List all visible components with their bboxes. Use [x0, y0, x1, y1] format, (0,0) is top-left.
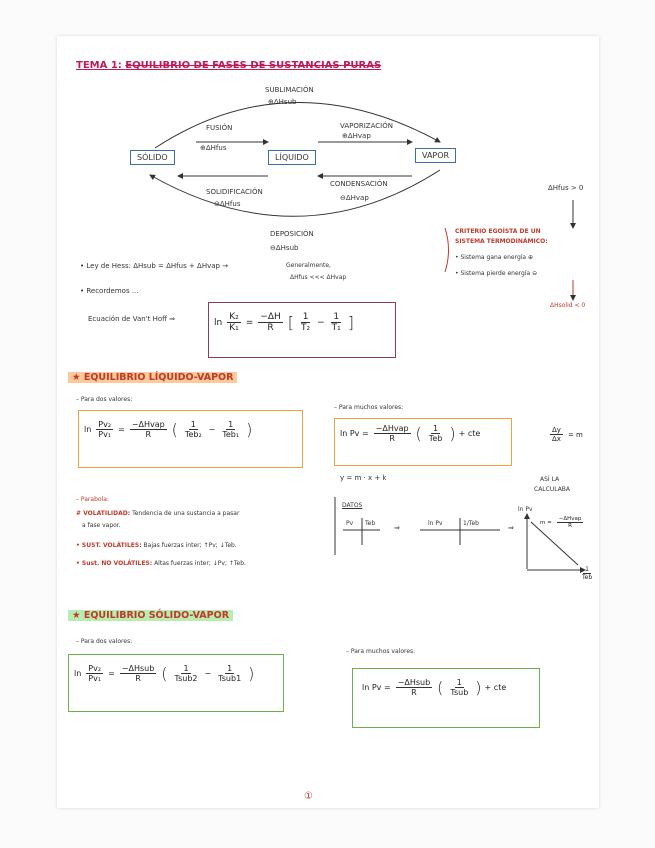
recordemos: • Recordemos ...: [80, 287, 139, 295]
state-box-vapor: VAPOR: [415, 148, 456, 163]
lv-two-values-box: [78, 410, 303, 468]
label-fusion-h: ⊕ΔHfus: [200, 144, 227, 152]
graph-y-label: ln Pv: [518, 506, 533, 513]
label-solidificacion-h: ⊖ΔHfus: [214, 200, 241, 208]
section-header-liquido-vapor: ★ EQUILIBRIO LÍQUIDO-VAPOR: [68, 372, 237, 383]
section-header-solido-vapor: ★ EQUILIBRIO SÓLIDO-VAPOR: [68, 610, 233, 621]
volatilidad-def: # VOLATILIDAD: Tendencia de una sustancia a pasar: [76, 510, 240, 517]
hess-note-1: Generalmente,: [286, 262, 331, 269]
arrow-2: ⇒: [508, 524, 514, 532]
vant-hoff-equation: ln $\frac{\text{K₂}}{\text{K₁}}$ = $\frac{-\Delta H}{R}$ [ $\frac{1}{\text{T₂}}$ − $\frac{1}{\text{T₁}}$ ]: [214, 312, 355, 333]
linear-form: y = m · x + k: [340, 474, 387, 482]
sv-two-values-equation: ln $\frac{\text{Pv₂}}{\text{Pv₁}}$ = $\frac{\text{−ΔHsub}}{R}$ ( $\frac{1}{\text{Tsub2}}$ − $\frac{1}{\text{Tsub1}}$ ): [74, 664, 255, 683]
label-deposicion: DEPOSICIÓN: [270, 230, 314, 238]
label-fusion: FUSIÓN: [206, 124, 233, 132]
lv-many-values-equation: ln Pv = $\frac{\text{−ΔHvap}}{R}$ ( $\frac{1}{\text{Teb}}$ ) + cte: [340, 424, 481, 443]
calculaba: CALCULABA: [534, 486, 571, 493]
label-sublimacion-h: ⊕ΔHsub: [268, 98, 297, 106]
criterio-line2: SISTEMA TERMODINÁMICO:: [455, 238, 548, 245]
lv-dos-valores: – Para dos valores:: [76, 396, 133, 403]
criterio-line1: CRITERIO EGOÍSTA DE UN: [455, 228, 541, 235]
criterio-gana: • Sistema gana energía ⊕: [455, 254, 534, 261]
criterio-pierde: • Sistema pierde energía ⊖: [455, 270, 538, 277]
label-condensacion: CONDENSACIÓN: [330, 180, 388, 188]
sv-many-values-box: [352, 668, 540, 728]
volatilidad-def-2: a fase vapor.: [82, 522, 121, 529]
datos-col-inv-teb: 1/Teb: [463, 520, 479, 527]
label-sublimacion: SUBLIMACIÓN: [265, 86, 314, 94]
label-condensacion-h: ⊖ΔHvap: [340, 194, 369, 202]
datos-col-pv: Pv: [346, 520, 354, 527]
sv-many-values-equation: ln Pv = $\frac{\text{−ΔHsub}}{R}$ ( $\frac{1}{\text{Tsub}}$ ) + cte: [362, 678, 507, 697]
lv-muchos-valores: – Para muchos valores:: [334, 404, 404, 411]
state-box-solido: SÓLIDO: [130, 150, 175, 165]
hess-law: • Ley de Hess: ΔHsub = ΔHfus + ΔHvap →: [80, 262, 229, 270]
slope-formula: $\frac{\Delta y}{\Delta x}$ = m: [552, 426, 583, 443]
hess-note-2: ΔHfus <<< ΔHvap: [290, 274, 347, 281]
label-deposicion-h: ⊖ΔHsub: [270, 244, 299, 252]
datos-col-teb: Teb: [365, 520, 376, 527]
sv-two-values-box: [68, 654, 284, 712]
volatiles-def: • SUST. VOLÁTILES: Bajas fuerzas inter; ↑Pv; ↓Teb.: [76, 542, 237, 549]
lv-two-values-equation: ln $\frac{\text{Pv₂}}{\text{Pv₁}}$ = $\frac{\text{−ΔHvap}}{R}$ ( $\frac{1}{\text{Teb₂}}$ − $\frac{1}{\text{Teb₁}}$ ): [84, 420, 253, 439]
graph-x-label: $\frac{1}{\text{Teb}}$: [582, 566, 593, 581]
dhfus-note: ΔHfus > 0: [548, 184, 584, 192]
label-solidificacion: SOLIDIFICACIÓN: [206, 188, 263, 196]
label-vaporizacion: VAPORIZACIÓN: [340, 122, 393, 130]
parabola-label: – Parabola:: [76, 496, 109, 503]
page-title: TEMA 1: EQUILIBRIO DE FASES DE SUSTANCIAS PURAS: [76, 60, 382, 71]
state-box-liquido: LÍQUIDO: [268, 150, 316, 165]
label-vaporizacion-h: ⊕ΔHvap: [342, 132, 371, 140]
no-volatiles-def: • Sust. NO VOLÁTILES: Altas fuerzas inter; ↓Pv; ↑Teb.: [76, 560, 246, 567]
arrow-1: ⇒: [394, 524, 400, 532]
datos-label: DATOS: [342, 502, 363, 509]
page-number: ①: [304, 791, 313, 802]
datos-col-lnpv: ln Pv: [428, 520, 443, 527]
sv-muchos-valores: – Para muchos valores:: [346, 648, 416, 655]
graph-slope: m = $\frac{\text{−ΔHvap}}{R}$: [540, 516, 582, 529]
sv-dos-valores: – Para dos valores:: [76, 638, 133, 645]
vant-hoff-label: Ecuación de Van't Hoff ⇒: [88, 315, 176, 323]
asi-la: ASÍ LA: [540, 476, 560, 483]
dhsolid-note: ΔHsolid < 0: [550, 302, 586, 309]
